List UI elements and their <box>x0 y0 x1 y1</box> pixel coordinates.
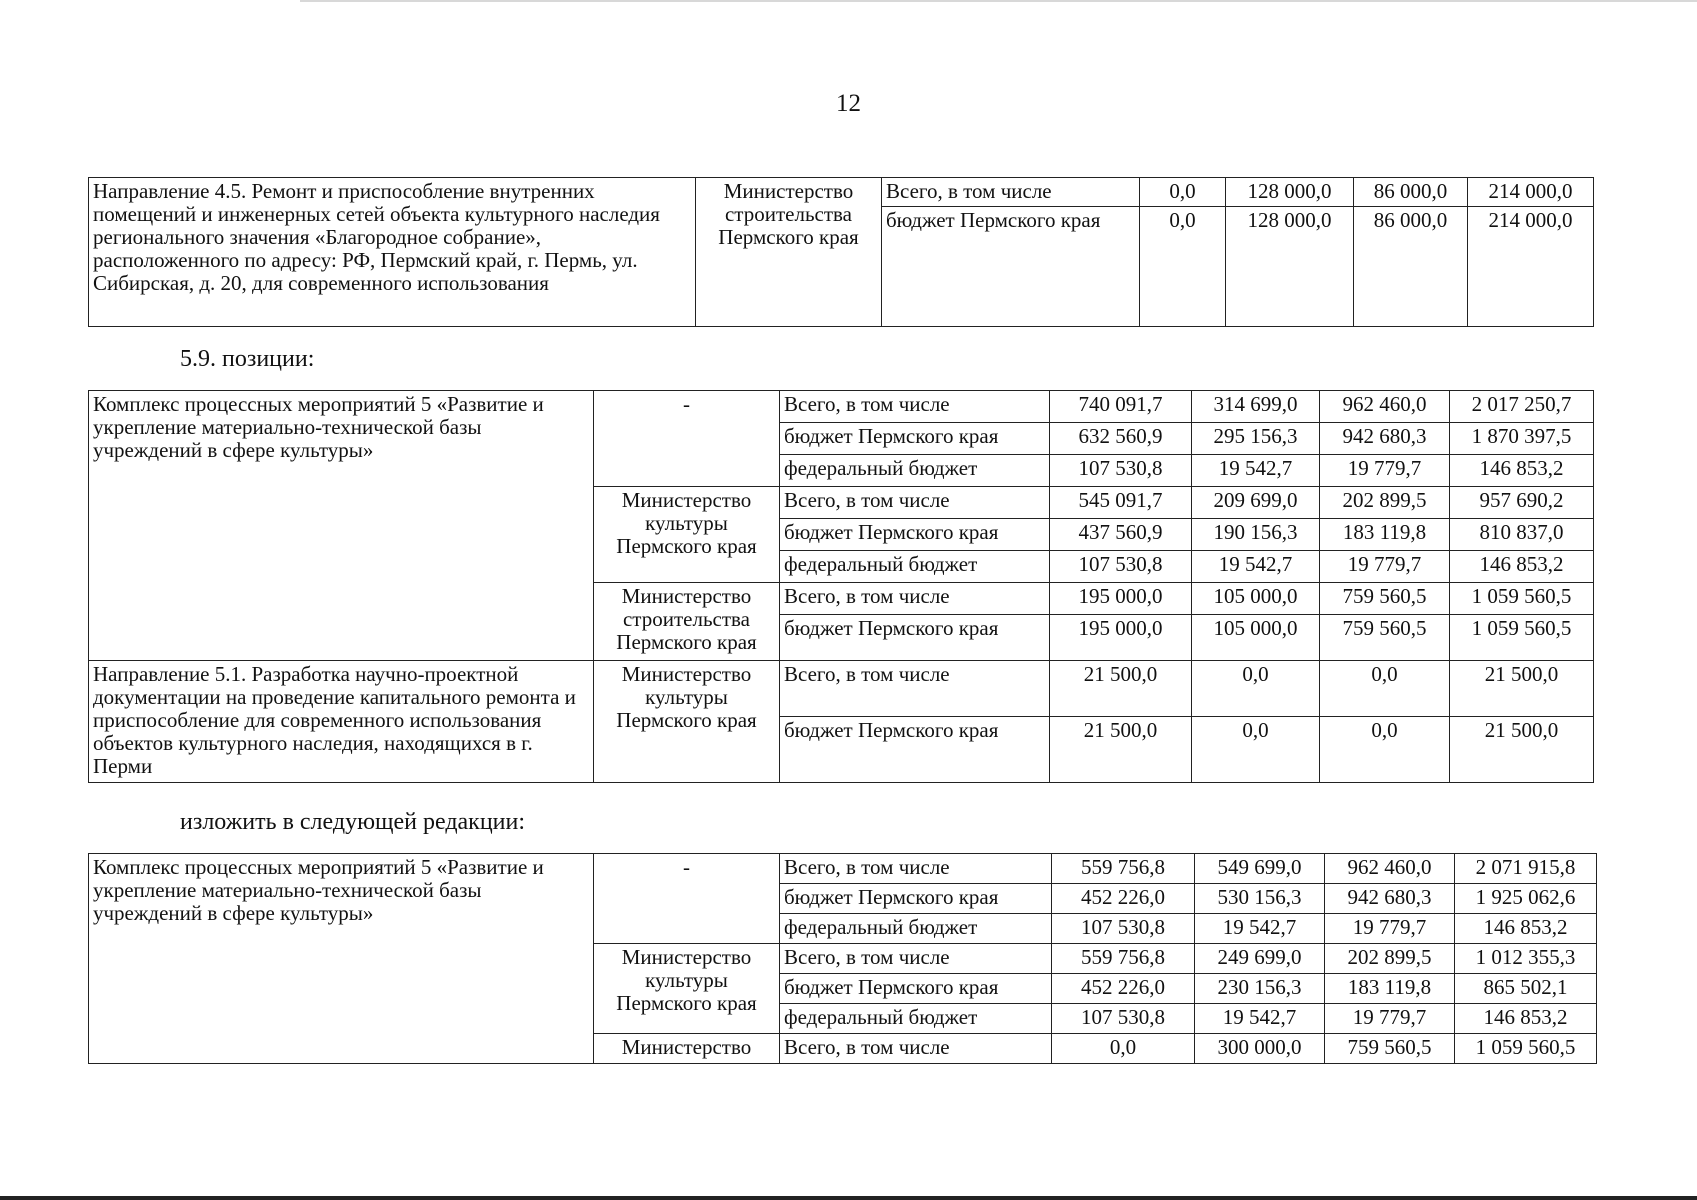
value-cell: 107 530,8 <box>1052 1004 1195 1034</box>
responsible-org: Министерство строительства Пермского края <box>594 583 780 661</box>
funding-kind: федеральный бюджет <box>780 551 1050 583</box>
funding-kind: бюджет Пермского края <box>780 423 1050 455</box>
value-cell: 759 560,5 <box>1325 1034 1455 1064</box>
top-divider <box>300 0 1697 2</box>
dash-cell: - <box>594 854 780 944</box>
value-cell: 249 699,0 <box>1195 944 1325 974</box>
responsible-org: Министерство культуры Пермского края <box>594 944 780 1034</box>
positions-heading: 5.9. позиции: <box>180 346 315 372</box>
value-cell: 559 756,8 <box>1052 944 1195 974</box>
value-cell: 146 853,2 <box>1455 1004 1597 1034</box>
value-cell: 300 000,0 <box>1195 1034 1325 1064</box>
value-cell: 1 059 560,5 <box>1455 1034 1597 1064</box>
responsible-org: Министерство культуры Пермского края <box>594 661 780 783</box>
value-cell: 214 000,0 <box>1468 207 1594 327</box>
value-cell: 1 059 560,5 <box>1450 583 1594 615</box>
funding-kind: федеральный бюджет <box>780 914 1052 944</box>
value-cell: 202 899,5 <box>1325 944 1455 974</box>
funding-kind: Всего, в том числе <box>780 661 1050 717</box>
table-row <box>89 661 1594 717</box>
direction-description: Направление 4.5. Ремонт и приспособление внутренних помещений и инженерных сетей объекта культурного наследия регионального значения «Благородное собрание», расположенного по адресу: РФ, Пермский край, г. Пермь, ул. Сибирская, д. 20, для современного использования <box>89 178 696 327</box>
funding-kind: бюджет Пермского края <box>780 519 1050 551</box>
value-cell: 195 000,0 <box>1050 615 1192 661</box>
table-row <box>89 178 1594 207</box>
value-cell: 107 530,8 <box>1050 551 1192 583</box>
value-cell: 146 853,2 <box>1450 551 1594 583</box>
funding-kind: бюджет Пермского края <box>780 884 1052 914</box>
value-cell: 183 119,8 <box>1320 519 1450 551</box>
value-cell: 2 071 915,8 <box>1455 854 1597 884</box>
funding-kind: бюджет Пермского края <box>780 615 1050 661</box>
value-cell: 549 699,0 <box>1195 854 1325 884</box>
funding-kind: Всего, в том числе <box>780 854 1052 884</box>
value-cell: 810 837,0 <box>1450 519 1594 551</box>
responsible-org: Министерство культуры Пермского края <box>594 487 780 583</box>
value-cell: 2 017 250,7 <box>1450 391 1594 423</box>
value-cell: 128 000,0 <box>1226 178 1354 207</box>
value-cell: 190 156,3 <box>1192 519 1320 551</box>
value-cell: 0,0 <box>1052 1034 1195 1064</box>
value-cell: 1 925 062,6 <box>1455 884 1597 914</box>
funding-kind: бюджет Пермского края <box>882 207 1140 327</box>
value-cell: 195 000,0 <box>1050 583 1192 615</box>
value-cell: 0,0 <box>1192 717 1320 783</box>
value-cell: 452 226,0 <box>1052 884 1195 914</box>
value-cell: 0,0 <box>1320 717 1450 783</box>
funding-kind: Всего, в том числе <box>882 178 1140 207</box>
funding-kind: бюджет Пермского края <box>780 717 1050 783</box>
funding-kind: Всего, в том числе <box>780 391 1050 423</box>
value-cell: 437 560,9 <box>1050 519 1192 551</box>
value-cell: 19 542,7 <box>1195 1004 1325 1034</box>
value-cell: 632 560,9 <box>1050 423 1192 455</box>
value-cell: 942 680,3 <box>1325 884 1455 914</box>
funding-kind: Всего, в том числе <box>780 944 1052 974</box>
table-row <box>89 391 1594 423</box>
value-cell: 86 000,0 <box>1354 207 1468 327</box>
value-cell: 107 530,8 <box>1052 914 1195 944</box>
value-cell: 942 680,3 <box>1320 423 1450 455</box>
value-cell: 957 690,2 <box>1450 487 1594 519</box>
funding-kind: Всего, в том числе <box>780 583 1050 615</box>
value-cell: 128 000,0 <box>1226 207 1354 327</box>
value-cell: 230 156,3 <box>1195 974 1325 1004</box>
new-edition-table <box>88 853 1597 1064</box>
value-cell: 740 091,7 <box>1050 391 1192 423</box>
dash-cell: - <box>594 391 780 487</box>
direction-description: Направление 5.1. Разработка научно-проектной документации на проведение капитального ремонта и приспособление для современного использования объектов культурного наследия, находящихся в г. Перми <box>89 661 594 783</box>
value-cell: 86 000,0 <box>1354 178 1468 207</box>
value-cell: 146 853,2 <box>1455 914 1597 944</box>
page-number: 12 <box>836 90 861 117</box>
new-edition-heading: изложить в следующей редакции: <box>180 809 526 835</box>
value-cell: 19 779,7 <box>1320 551 1450 583</box>
funding-kind: федеральный бюджет <box>780 1004 1052 1034</box>
value-cell: 1 059 560,5 <box>1450 615 1594 661</box>
value-cell: 19 542,7 <box>1192 551 1320 583</box>
responsible-org: Министерство строительства Пермского края <box>696 178 882 327</box>
positions-5-9-table <box>88 390 1594 783</box>
value-cell: 21 500,0 <box>1050 661 1192 717</box>
value-cell: 19 542,7 <box>1195 914 1325 944</box>
value-cell: 0,0 <box>1192 661 1320 717</box>
value-cell: 202 899,5 <box>1320 487 1450 519</box>
table-row <box>89 854 1597 884</box>
value-cell: 214 000,0 <box>1468 178 1594 207</box>
value-cell: 545 091,7 <box>1050 487 1192 519</box>
funding-kind: Всего, в том числе <box>780 487 1050 519</box>
value-cell: 183 119,8 <box>1325 974 1455 1004</box>
value-cell: 107 530,8 <box>1050 455 1192 487</box>
value-cell: 0,0 <box>1140 178 1226 207</box>
value-cell: 452 226,0 <box>1052 974 1195 1004</box>
complex-description: Комплекс процессных мероприятий 5 «Развитие и укрепление материально-технической базы учреждений в сфере культуры» <box>89 391 594 661</box>
value-cell: 314 699,0 <box>1192 391 1320 423</box>
value-cell: 105 000,0 <box>1192 583 1320 615</box>
funding-kind: федеральный бюджет <box>780 455 1050 487</box>
complex-description: Комплекс процессных мероприятий 5 «Развитие и укрепление материально-технической базы учреждений в сфере культуры» <box>89 854 594 1064</box>
value-cell: 21 500,0 <box>1450 661 1594 717</box>
value-cell: 19 779,7 <box>1320 455 1450 487</box>
value-cell: 105 000,0 <box>1192 615 1320 661</box>
value-cell: 962 460,0 <box>1320 391 1450 423</box>
value-cell: 209 699,0 <box>1192 487 1320 519</box>
value-cell: 759 560,5 <box>1320 615 1450 661</box>
funding-kind: бюджет Пермского края <box>780 974 1052 1004</box>
value-cell: 19 779,7 <box>1325 914 1455 944</box>
value-cell: 759 560,5 <box>1320 583 1450 615</box>
value-cell: 0,0 <box>1320 661 1450 717</box>
value-cell: 146 853,2 <box>1450 455 1594 487</box>
value-cell: 21 500,0 <box>1450 717 1594 783</box>
value-cell: 0,0 <box>1140 207 1226 327</box>
value-cell: 19 542,7 <box>1192 455 1320 487</box>
funding-kind: Всего, в том числе <box>780 1034 1052 1064</box>
value-cell: 19 779,7 <box>1325 1004 1455 1034</box>
value-cell: 295 156,3 <box>1192 423 1320 455</box>
value-cell: 1 012 355,3 <box>1455 944 1597 974</box>
value-cell: 559 756,8 <box>1052 854 1195 884</box>
value-cell: 865 502,1 <box>1455 974 1597 1004</box>
value-cell: 1 870 397,5 <box>1450 423 1594 455</box>
direction-4-5-table <box>88 177 1594 327</box>
value-cell: 962 460,0 <box>1325 854 1455 884</box>
value-cell: 530 156,3 <box>1195 884 1325 914</box>
value-cell: 21 500,0 <box>1050 717 1192 783</box>
responsible-org: Министерство <box>594 1034 780 1064</box>
bottom-divider <box>0 1196 1697 1200</box>
